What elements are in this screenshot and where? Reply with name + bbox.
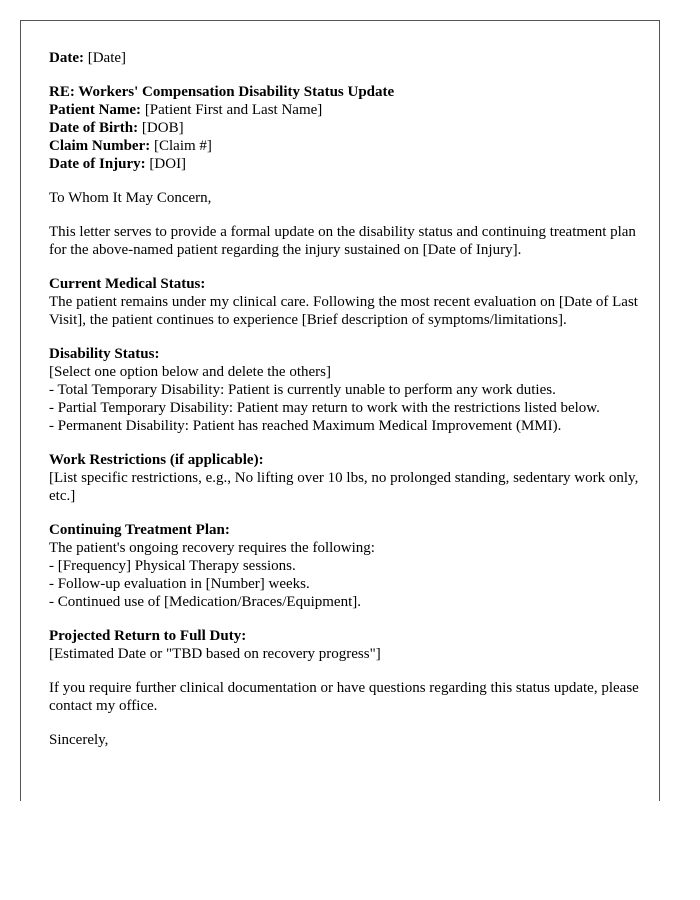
claim-number-label: Claim Number: xyxy=(49,138,151,154)
return-to-duty-heading: Projected Return to Full Duty: xyxy=(49,628,247,644)
letter-page xyxy=(20,20,660,801)
return-to-duty-section xyxy=(49,627,639,663)
disability-status-section xyxy=(49,345,639,435)
patient-name-line xyxy=(49,101,639,119)
return-to-duty-text: [Estimated Date or "TBD based on recovery progress"] xyxy=(49,646,381,662)
date-of-injury-label: Date of Injury: xyxy=(49,156,146,172)
treatment-item: - Continued use of [Medication/Braces/Equipment]. xyxy=(49,594,362,610)
intro-paragraph: This letter serves to provide a formal update on the disability status and continuing treatment plan for the above-named patient regarding the injury sustained on [Date of Injury]. xyxy=(49,224,636,258)
date-value: [Date] xyxy=(87,50,127,66)
treatment-plan-heading: Continuing Treatment Plan: xyxy=(49,522,230,538)
letter-content xyxy=(49,49,639,765)
treatment-item: - Follow-up evaluation in [Number] weeks. xyxy=(49,576,310,592)
medical-status-section xyxy=(49,275,639,329)
patient-name-label: Patient Name: xyxy=(49,102,142,118)
signoff: Sincerely, xyxy=(49,732,109,748)
treatment-plan-intro: The patient's ongoing recovery requires the following: xyxy=(49,540,375,556)
treatment-plan-section xyxy=(49,521,639,611)
dob-line xyxy=(49,119,639,137)
disability-option-permanent: - Permanent Disability: Patient has reached Maximum Medical Improvement (MMI). xyxy=(49,418,562,434)
claim-number-line xyxy=(49,137,639,155)
disability-status-instruction: [Select one option below and delete the others] xyxy=(49,364,331,380)
claim-number-value: [Claim #] xyxy=(154,138,212,154)
treatment-item: - [Frequency] Physical Therapy sessions. xyxy=(49,558,296,574)
dob-label: Date of Birth: xyxy=(49,120,139,136)
disability-status-heading: Disability Status: xyxy=(49,346,160,362)
medical-status-heading: Current Medical Status: xyxy=(49,276,206,292)
dob-value: [DOB] xyxy=(141,120,184,136)
letter-header xyxy=(49,83,639,173)
medical-status-text: The patient remains under my clinical care. Following the most recent evaluation on [Date of Last Visit], the patient continues to experience [Brief description of symptoms/limitations]. xyxy=(49,294,638,328)
date-label: Date: xyxy=(49,50,84,66)
date-of-injury-value: [DOI] xyxy=(149,156,187,172)
disability-option-total: - Total Temporary Disability: Patient is currently unable to perform any work duties. xyxy=(49,382,556,398)
patient-name-value: [Patient First and Last Name] xyxy=(144,102,323,118)
salutation: To Whom It May Concern, xyxy=(49,190,212,206)
work-restrictions-heading: Work Restrictions (if applicable): xyxy=(49,452,264,468)
disability-option-partial: - Partial Temporary Disability: Patient may return to work with the restrictions listed below. xyxy=(49,400,600,416)
re-line: RE: Workers' Compensation Disability Status Update xyxy=(49,84,395,100)
date-line xyxy=(49,49,639,67)
date-of-injury-line xyxy=(49,155,639,173)
work-restrictions-text: [List specific restrictions, e.g., No lifting over 10 lbs, no prolonged standing, sedentary work only, etc.] xyxy=(49,470,639,504)
work-restrictions-section xyxy=(49,451,639,505)
closing-paragraph: If you require further clinical documentation or have questions regarding this status update, please contact my office. xyxy=(49,680,639,714)
